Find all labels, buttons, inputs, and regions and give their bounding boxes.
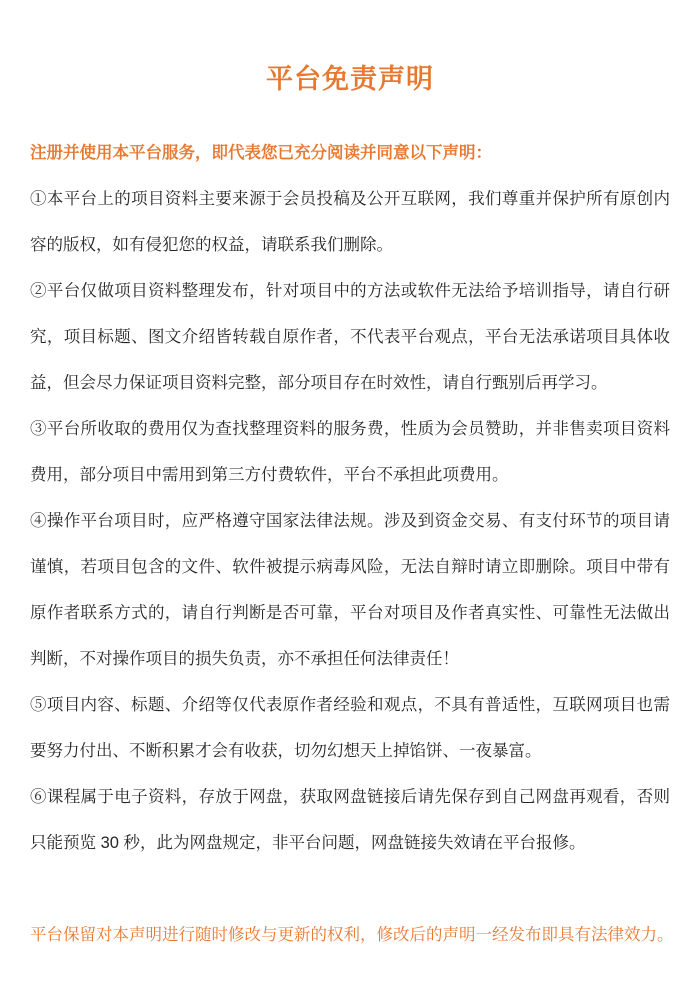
clause-1: ①本平台上的项目资料主要来源于会员投稿及公开互联网，我们尊重并保护所有原创内容的版权，如有侵犯您的权益，请联系我们删除。 <box>30 190 670 254</box>
page-title: 平台免责声明 <box>266 64 434 94</box>
intro-statement: 注册并使用本平台服务，即代表您已充分阅读并同意以下声明： <box>30 144 492 162</box>
clause-5: ⑤项目内容、标题、介绍等仅代表原作者经验和观点，不具有普适性，互联网项目也需要努力付出、不断积累才会有收获，切勿幻想天上掉馅饼、一夜暴富。 <box>30 696 670 760</box>
clause-2: ②平台仅做项目资料整理发布，针对项目中的方法或软件无法给予培训指导，请自行研究，项目标题、图文介绍皆转载自原作者，不代表平台观点，平台无法承诺项目具体收益，但会尽力保证项目资料完整，部分项目存在时效性，请自行甄别后再学习。 <box>30 282 670 392</box>
clause-4: ④操作平台项目时，应严格遵守国家法律法规。涉及到资金交易、有支付环节的项目请谨慎，若项目包含的文件、软件被提示病毒风险，无法自辩时请立即删除。项目中带有原作者联系方式的，请自行判断是否可靠，平台对项目及作者真实性、可靠性无法做出判断，不对操作项目的损失负责，亦不承担任何法律责任！ <box>30 512 670 668</box>
footer-note: 平台保留对本声明进行随时修改与更新的权利，修改后的声明一经发布即具有法律效力。 <box>30 926 674 944</box>
clause-3: ③平台所收取的费用仅为查找整理资料的服务费，性质为会员赞助，并非售卖项目资料费用，部分项目中需用到第三方付费软件，平台不承担此项费用。 <box>30 420 670 484</box>
clause-list <box>30 176 670 866</box>
clause-6: ⑥课程属于电子资料，存放于网盘，获取网盘链接后请先保存到自己网盘再观看，否则只能预览 30 秒，此为网盘规定，非平台问题，网盘链接失效请在平台报修。 <box>30 788 670 852</box>
